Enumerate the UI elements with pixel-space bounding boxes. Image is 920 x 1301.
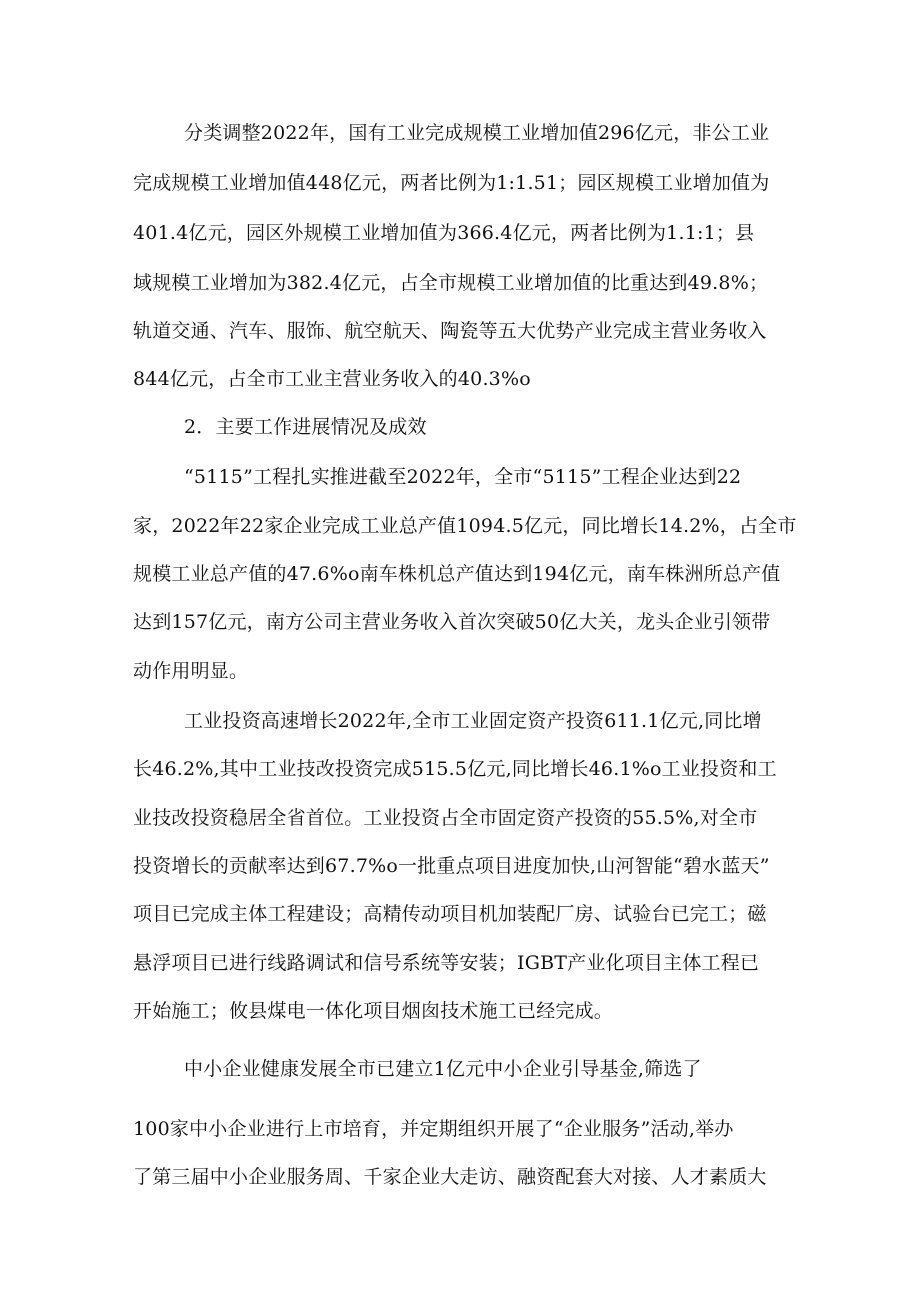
text-line: 达到157亿元，南方公司主营业务收入首次突破50亿大关，龙头企业引领带 xyxy=(133,611,771,633)
text-line: 家，2022年22家企业完成工业总产值1094.5亿元，同比增长14.2%，占全市 xyxy=(133,515,797,537)
text-line: 开始施工；攸县煤电一体化项目烟囱技术施工已经完成。 xyxy=(133,1000,614,1022)
text-line: 轨道交通、汽车、服饰、航空航天、陶瓷等五大优势产业完成主营业务收入 xyxy=(133,320,767,342)
text-line: “5115”工程扎实推进截至2022年，全市“5115”工程企业达到22 xyxy=(184,466,742,488)
text-line: 业技改投资稳居全省首位。工业投资占全市固定资产投资的55.5%,对全市 xyxy=(133,807,758,829)
text-line: 分类调整2022年，国有工业完成规模工业增加值296亿元，非公工业 xyxy=(184,122,770,144)
text-line: 工业投资高速增长2022年,全市工业固定资产投资611.1亿元,同比增 xyxy=(184,710,762,732)
text-line: 悬浮项目已进行线路调试和信号系统等安装；IGBT产业化项目主体工程已 xyxy=(133,952,760,974)
text-line: 完成规模工业增加值448亿元，两者比例为1:1.51；园区规模工业增加值为 xyxy=(133,172,770,194)
text-line: 项目已完成主体工程建设；高精传动项目机加装配厂房、试验台已完工；磁 xyxy=(133,903,767,925)
text-line: 投资增长的贡献率达到67.7%o一批重点项目进度加快,山河智能“碧水蓝天” xyxy=(133,855,770,877)
text-line: 401.4亿元，园区外规模工业增加值为366.4亿元，两者比例为1.1:1；县 xyxy=(133,222,755,244)
text-line: 规模工业总产值的47.6%o南车株机总产值达到194亿元，南车株洲所总产值 xyxy=(133,563,781,585)
text-line: 844亿元，占全市工业主营业务收入的40.3%o xyxy=(133,368,531,390)
text-line: 长46.2%,其中工业技改投资完成515.5亿元,同比增长46.1%o工业投资和工 xyxy=(133,758,777,780)
text-line: 域规模工业增加为382.4亿元，占全市规模工业增加值的比重达到49.8%； xyxy=(133,272,769,294)
text-line: 了第三届中小企业服务周、千家企业大走访、融资配套大对接、人才素质大 xyxy=(133,1166,767,1188)
text-line: 动作用明显。 xyxy=(133,660,249,682)
text-line: 中小企业健康发展全市已建立1亿元中小企业引导基金,筛选了 xyxy=(184,1058,702,1080)
section-heading: 2．主要工作进展情况及成效 xyxy=(184,416,427,438)
text-line: 100家中小企业进行上市培育，并定期组织开展了“企业服务”活动,举办 xyxy=(133,1118,734,1140)
